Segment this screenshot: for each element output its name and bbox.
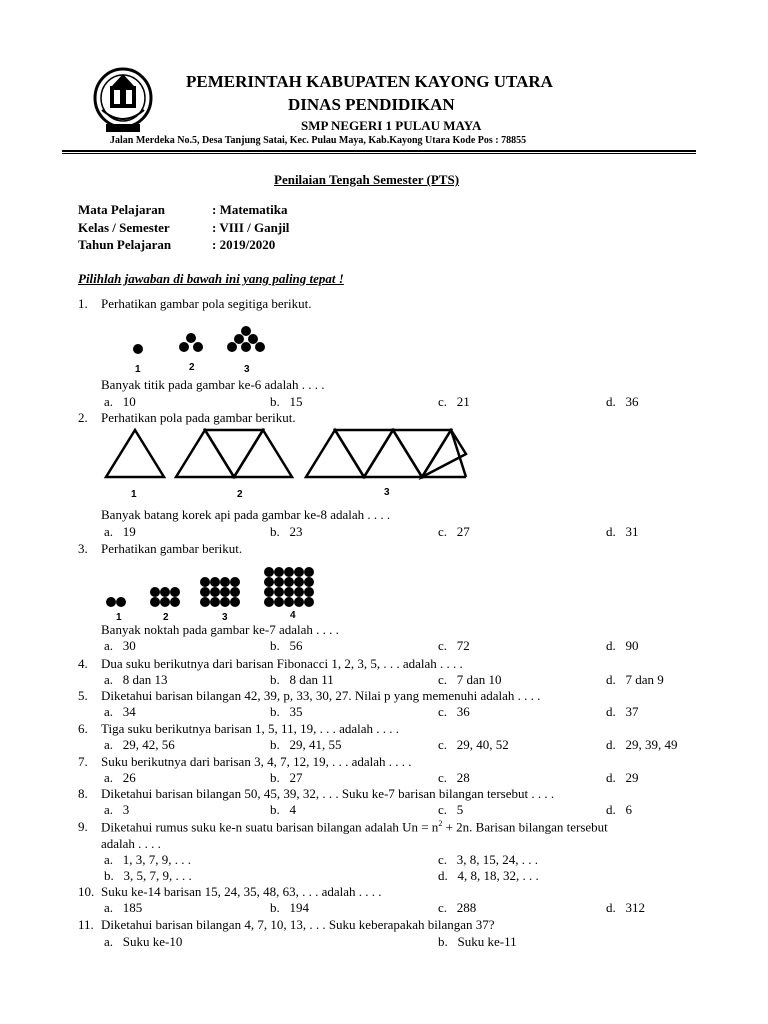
option-b[interactable]: b. 35 bbox=[270, 704, 303, 719]
dot bbox=[264, 597, 274, 607]
header-government-name: PEMERINTAH KABUPATEN KAYONG UTARA bbox=[186, 72, 553, 91]
option-b[interactable]: b. 8 dan 11 bbox=[270, 672, 334, 687]
dot bbox=[230, 587, 240, 597]
question-text: Diketahui barisan bilangan 42, 39, p, 33, 30, 27. Nilai p yang memenuhi adalah . . . . bbox=[101, 688, 541, 703]
dot bbox=[274, 587, 284, 597]
option-d[interactable]: d. 6 bbox=[606, 802, 632, 817]
option-b[interactable]: b. 27 bbox=[270, 770, 303, 785]
dot bbox=[264, 577, 274, 587]
question-text: Dua suku berikutnya dari barisan Fibonacci 1, 2, 3, 5, . . . adalah . . . . bbox=[101, 656, 463, 671]
regency-emblem-icon bbox=[92, 66, 154, 136]
option-c[interactable]: c. 27 bbox=[438, 524, 470, 539]
dot bbox=[106, 597, 116, 607]
dot bbox=[294, 597, 304, 607]
question-number: 7. bbox=[78, 754, 88, 769]
dot bbox=[200, 577, 210, 587]
option-b[interactable]: b. 4 bbox=[270, 802, 296, 817]
dot bbox=[264, 567, 274, 577]
dot bbox=[170, 587, 180, 597]
option-c[interactable]: c. 7 dan 10 bbox=[438, 672, 502, 687]
dot bbox=[304, 567, 314, 577]
dot bbox=[150, 587, 160, 597]
dot bbox=[220, 577, 230, 587]
question-subtext: Banyak noktah pada gambar ke-7 adalah . . . . bbox=[101, 622, 339, 637]
dot bbox=[284, 587, 294, 597]
header-school-name: SMP NEGERI 1 PULAU MAYA bbox=[301, 118, 482, 133]
option-d[interactable]: d. 4, 8, 18, 32, . . . bbox=[438, 868, 539, 883]
meta-label-subject: Mata Pelajaran bbox=[78, 202, 166, 217]
option-b[interactable]: b. 15 bbox=[270, 394, 303, 409]
matchstick-triangle-pattern-figure bbox=[100, 426, 472, 481]
question-number: 6. bbox=[78, 721, 88, 736]
question-text: Perhatikan gambar berikut. bbox=[101, 541, 243, 556]
option-c[interactable]: c. 29, 40, 52 bbox=[438, 737, 509, 752]
figure-label: 1 bbox=[131, 489, 137, 500]
dot bbox=[160, 587, 170, 597]
option-a[interactable]: a. 30 bbox=[104, 638, 136, 653]
option-c[interactable]: c. 28 bbox=[438, 770, 470, 785]
dot bbox=[230, 577, 240, 587]
figure-label: 1 bbox=[135, 364, 141, 375]
question-number: 10. bbox=[78, 884, 95, 899]
option-a[interactable]: a. 34 bbox=[104, 704, 136, 719]
dot bbox=[160, 597, 170, 607]
question-number: 11. bbox=[78, 917, 94, 932]
question-subtext: Banyak batang korek api pada gambar ke-8 adalah . . . . bbox=[101, 507, 391, 522]
dot bbox=[304, 587, 314, 597]
dot bbox=[220, 597, 230, 607]
option-d[interactable]: d. 29, 39, 49 bbox=[606, 737, 678, 752]
question-number: 9. bbox=[78, 819, 88, 834]
dot bbox=[210, 577, 220, 587]
figure-label: 3 bbox=[244, 364, 250, 375]
option-c[interactable]: c. 72 bbox=[438, 638, 470, 653]
option-d[interactable]: d. 90 bbox=[606, 638, 639, 653]
dot bbox=[294, 567, 304, 577]
question-text-continued: adalah . . . . bbox=[101, 836, 161, 851]
option-b[interactable]: b. 3, 5, 7, 9, . . . bbox=[104, 868, 192, 883]
instruction: Pilihlah jawaban di bawah ini yang paling tepat ! bbox=[78, 271, 344, 286]
dot bbox=[264, 587, 274, 597]
dot bbox=[294, 577, 304, 587]
question-number: 8. bbox=[78, 786, 88, 801]
option-b[interactable]: b. 56 bbox=[270, 638, 303, 653]
question-text: Suku ke-14 barisan 15, 24, 35, 48, 63, . . . adalah . . . . bbox=[101, 884, 382, 899]
question-number: 5. bbox=[78, 688, 88, 703]
option-b[interactable]: b. Suku ke-11 bbox=[438, 934, 517, 949]
figure-label: 1 bbox=[116, 612, 122, 623]
option-a[interactable]: a. 3 bbox=[104, 802, 130, 817]
dot-rectangle-pattern-figure bbox=[100, 556, 330, 608]
figure-label: 2 bbox=[163, 612, 169, 623]
dot bbox=[284, 567, 294, 577]
question-number: 4. bbox=[78, 656, 88, 671]
dot bbox=[304, 577, 314, 587]
dot bbox=[170, 597, 180, 607]
option-b[interactable]: b. 194 bbox=[270, 900, 309, 915]
figure-label: 3 bbox=[384, 487, 390, 498]
meta-value-class: : VIII / Ganjil bbox=[212, 220, 290, 235]
question-text: Perhatikan pola pada gambar berikut. bbox=[101, 410, 296, 425]
option-a[interactable]: a. 1, 3, 7, 9, . . . bbox=[104, 852, 192, 867]
option-c[interactable]: c. 3, 8, 15, 24, . . . bbox=[438, 852, 539, 867]
dot bbox=[284, 577, 294, 587]
dot bbox=[116, 597, 126, 607]
dot-triangle-pattern-figure bbox=[128, 326, 278, 376]
question-text: Diketahui barisan bilangan 4, 7, 10, 13, . . . Suku keberapakah bilangan 37? bbox=[101, 917, 495, 932]
figure-label: 2 bbox=[237, 489, 243, 500]
header-divider bbox=[62, 150, 696, 152]
dot bbox=[200, 587, 210, 597]
option-c[interactable]: c. 288 bbox=[438, 900, 477, 915]
dot bbox=[220, 587, 230, 597]
dot bbox=[284, 597, 294, 607]
question-text: Perhatikan gambar pola segitiga berikut. bbox=[101, 296, 312, 311]
header-address: Jalan Merdeka No.5, Desa Tanjung Satai, Kec. Pulau Maya, Kab.Kayong Utara Kode Pos : 78855 bbox=[110, 135, 527, 146]
header-department-name: DINAS PENDIDIKAN bbox=[288, 95, 455, 114]
question-number: 3. bbox=[78, 541, 88, 556]
meta-label-year: Tahun Pelajaran bbox=[78, 237, 172, 252]
dot bbox=[210, 597, 220, 607]
option-b[interactable]: b. 23 bbox=[270, 524, 303, 539]
exam-title: Penilaian Tengah Semester (PTS) bbox=[274, 172, 460, 187]
dot bbox=[230, 597, 240, 607]
option-d[interactable]: d. 312 bbox=[606, 900, 645, 915]
question-subtext: Banyak titik pada gambar ke-6 adalah . . . . bbox=[101, 377, 325, 392]
figure-label: 4 bbox=[290, 610, 296, 621]
dot bbox=[274, 597, 284, 607]
question-text: Suku berikutnya dari barisan 3, 4, 7, 12, 19, . . . adalah . . . . bbox=[101, 754, 412, 769]
option-d[interactable]: d. 31 bbox=[606, 524, 639, 539]
option-d[interactable]: d. 36 bbox=[606, 394, 639, 409]
meta-value-subject: : Matematika bbox=[212, 202, 288, 217]
dot bbox=[210, 587, 220, 597]
option-d[interactable]: d. 37 bbox=[606, 704, 639, 719]
option-b[interactable]: b. 29, 41, 55 bbox=[270, 737, 342, 752]
dot bbox=[274, 567, 284, 577]
option-a[interactable]: a. 10 bbox=[104, 394, 136, 409]
meta-value-year: : 2019/2020 bbox=[212, 237, 276, 252]
question-number: 1. bbox=[78, 296, 88, 311]
question-number: 2. bbox=[78, 410, 88, 425]
option-d[interactable]: d. 7 dan 9 bbox=[606, 672, 664, 687]
option-c[interactable]: c. 21 bbox=[438, 394, 470, 409]
option-a[interactable]: a. 19 bbox=[104, 524, 136, 539]
question-text: Diketahui rumus suku ke-n suatu barisan bilangan adalah $Un = n^2 + 2n$. Barisan bilangan tersebut bbox=[101, 819, 608, 835]
option-a[interactable]: a. 8 dan 13 bbox=[104, 672, 168, 687]
option-a[interactable]: a. 26 bbox=[104, 770, 136, 785]
meta-label-class: Kelas / Semester bbox=[78, 220, 170, 235]
option-a[interactable]: a. 185 bbox=[104, 900, 143, 915]
figure-label: 2 bbox=[189, 362, 195, 373]
option-c[interactable]: c. 36 bbox=[438, 704, 470, 719]
option-a[interactable]: a. 29, 42, 56 bbox=[104, 737, 175, 752]
question-text: Tiga suku berikutnya barisan 1, 5, 11, 19, . . . adalah . . . . bbox=[101, 721, 399, 736]
dot bbox=[150, 597, 160, 607]
header-divider-thin bbox=[62, 153, 696, 154]
dot bbox=[200, 597, 210, 607]
question-text: Diketahui barisan bilangan 50, 45, 39, 32, . . . Suku ke-7 barisan bilangan tersebut . . . . bbox=[101, 786, 555, 801]
option-a[interactable]: a. Suku ke-10 bbox=[104, 934, 183, 949]
dot bbox=[294, 587, 304, 597]
option-d[interactable]: d. 29 bbox=[606, 770, 639, 785]
dot bbox=[274, 577, 284, 587]
dot bbox=[304, 597, 314, 607]
figure-label: 3 bbox=[222, 612, 228, 623]
option-c[interactable]: c. 5 bbox=[438, 802, 464, 817]
